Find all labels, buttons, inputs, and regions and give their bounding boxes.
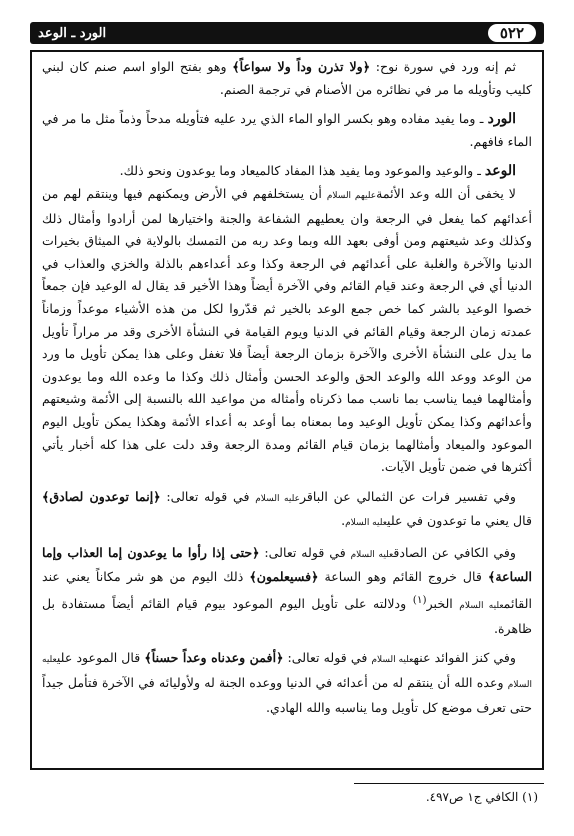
entry-term: الورد xyxy=(487,111,516,128)
honorific: عليه السلام xyxy=(371,655,414,666)
page-header xyxy=(30,22,544,44)
footnote-number: (١) xyxy=(522,790,538,804)
footnote-ref: (١) xyxy=(412,594,427,607)
paragraph-3: الوعد ـ والوعيد والموعود وما يفيد هذا المفاد كالميعاد وما يوعدون ونحو ذلك. xyxy=(119,163,516,180)
footnote-divider xyxy=(354,783,544,784)
main-text xyxy=(42,56,532,764)
quran-verse: ﴿ولا تذرن وداً ولا سواعاً﴾ xyxy=(232,59,371,74)
honorific: عليه السلام xyxy=(459,601,504,612)
footnote-text: الكافي ج١ ص٤٩٧. xyxy=(425,790,519,804)
paragraph-7: وفي كنز الفوائد عنهعليه السلام في قوله تعالى: ﴿أفمن وعدناه وعداً حسناً﴾ قال الموعود عليعليه السلام وعده الله أن ينتقم له من أعدائه في الدنيا ووعده الجنة له ولأوليائه في الآخرة فتأمل جيداً حتى تعرف موضع كل تأويل وما يناسبه والله الهادي. xyxy=(42,650,532,715)
honorific: عليه السلام xyxy=(42,655,532,691)
quran-verse: ﴿فسيعلمون﴾ xyxy=(249,569,319,585)
paragraph-2: الورد ـ وما يفيد مفاده وهو بكسر الواو الماء الذي يرد عليه فتأويله مدحاً وذماً مثل ما مر في الماء فافهم. xyxy=(42,111,532,149)
footnote xyxy=(426,788,538,806)
running-head: الورد ـ الوعد xyxy=(38,25,107,41)
paragraph-6: وفي الكافي عن الصادقعليه السلام في قوله تعالى: ﴿حتى إذا رأوا ما يوعدون إما العذاب وإما الساعة﴾ قال خروج القائم وهو الساعة ﴿فسيعلمون﴾ ذلك اليوم من هو شر مكاناً يعني عند القائمعليه السلام الخبر$^{(١)}$ ودلالته على تأويل اليوم الموعود بيوم قيام القائم أيضاً مستفادة بل ظاهرة. xyxy=(42,544,532,636)
honorific: عليه السلام xyxy=(345,518,388,529)
quran-verse: ﴿إنما توعدون لصادق﴾ xyxy=(42,488,161,504)
honorific: عليه السلام xyxy=(350,549,394,560)
quran-verse: ﴿حتى إذا رأوا ما يوعدون إما العذاب وإما الساعة﴾ xyxy=(42,544,532,585)
page-number: ٥٢٢ xyxy=(488,24,536,42)
paragraph-1: ثم إنه ورد في سورة نوح: ﴿ولا تذرن وداً ولا سواعاً﴾ وهو بفتح الواو اسم صنم كان لبني كليب وتأويله ما مر في نظائره من الأصنام في ترجمة الصنم. xyxy=(42,59,532,97)
paragraph-4: لا يخفى أن الله وعد الأئمةعليهم السلام أن يستخلفهم في الأرض ويمكنهم فيها وينتقم لهم من أعدائهم كما يفعل في الرجعة وان يعطيهم الشفاعة والجنة واختيارها لمن أرادوا وأمثال ذلك وكذلك وعد شيعتهم ومن أوفى بعهد الله وبما وعد ربه من التمسك بالولاية في الميثاق بخيرات الدنيا والآخرة والغلبة على أعدائهم في الرجعة وكذا وعد أعداءهم بالذلة والخزي والعذاب في الدنيا أي في الرجعة وعند قيام القائم وفي الآخرة أيضاً وهذا الأخير قد يقال له الوعيد فإن جمعاً خصوا الوعيد بالشر كما خص جمع الوعد بالخير ثم قدّروا لكل من هذه الأشياء موعداً وزماناً عمدته زمان الرجعة وقيام القائم في الدنيا ويوم القيامة في النشأة الأخرى وقد مر مراراً تأويل ما يدل على النشأة الأخرى والآخرة بزمان الرجعة أيضاً فلا تغفل وعلى هذا يمكن تأويل ما ورد من الوعد ووعد الله والوعد الحق والوعد الحسن وأمثال ذلك وكذا ما وعده الله وما يوعدون وأمثالهما فيما يناسب بما ناسب مما ذكرناه وأمثاله من مواعيد الله بالنسبة إلى الأئمة وشيعتهم وأعدائهم وكذا يمكن تأويل الوعيد وما بمعناه بما أوعد به أعداء الأئمة وهكذا يمكن تأويل اليوم الموعود والميعاد وأمثالهما بزمان قيام القائم ومدة الرجعة وقد دلت على هذا كله أخبار يأتي أكثرها في ضمن تأويل الآيات. xyxy=(42,185,532,475)
quran-verse: ﴿أفمن وعدناه وعداً حسناً﴾ xyxy=(144,650,284,666)
honorific: عليهم السلام xyxy=(326,190,377,201)
paragraph-5: وفي تفسير فرات عن الثمالي عن الباقرعليه السلام في قوله تعالى: ﴿إنما توعدون لصادق﴾ قال يعني ما توعدون في عليعليه السلام. xyxy=(42,488,532,529)
entry-term: الوعد xyxy=(484,163,516,180)
honorific: عليه السلام xyxy=(255,493,300,504)
